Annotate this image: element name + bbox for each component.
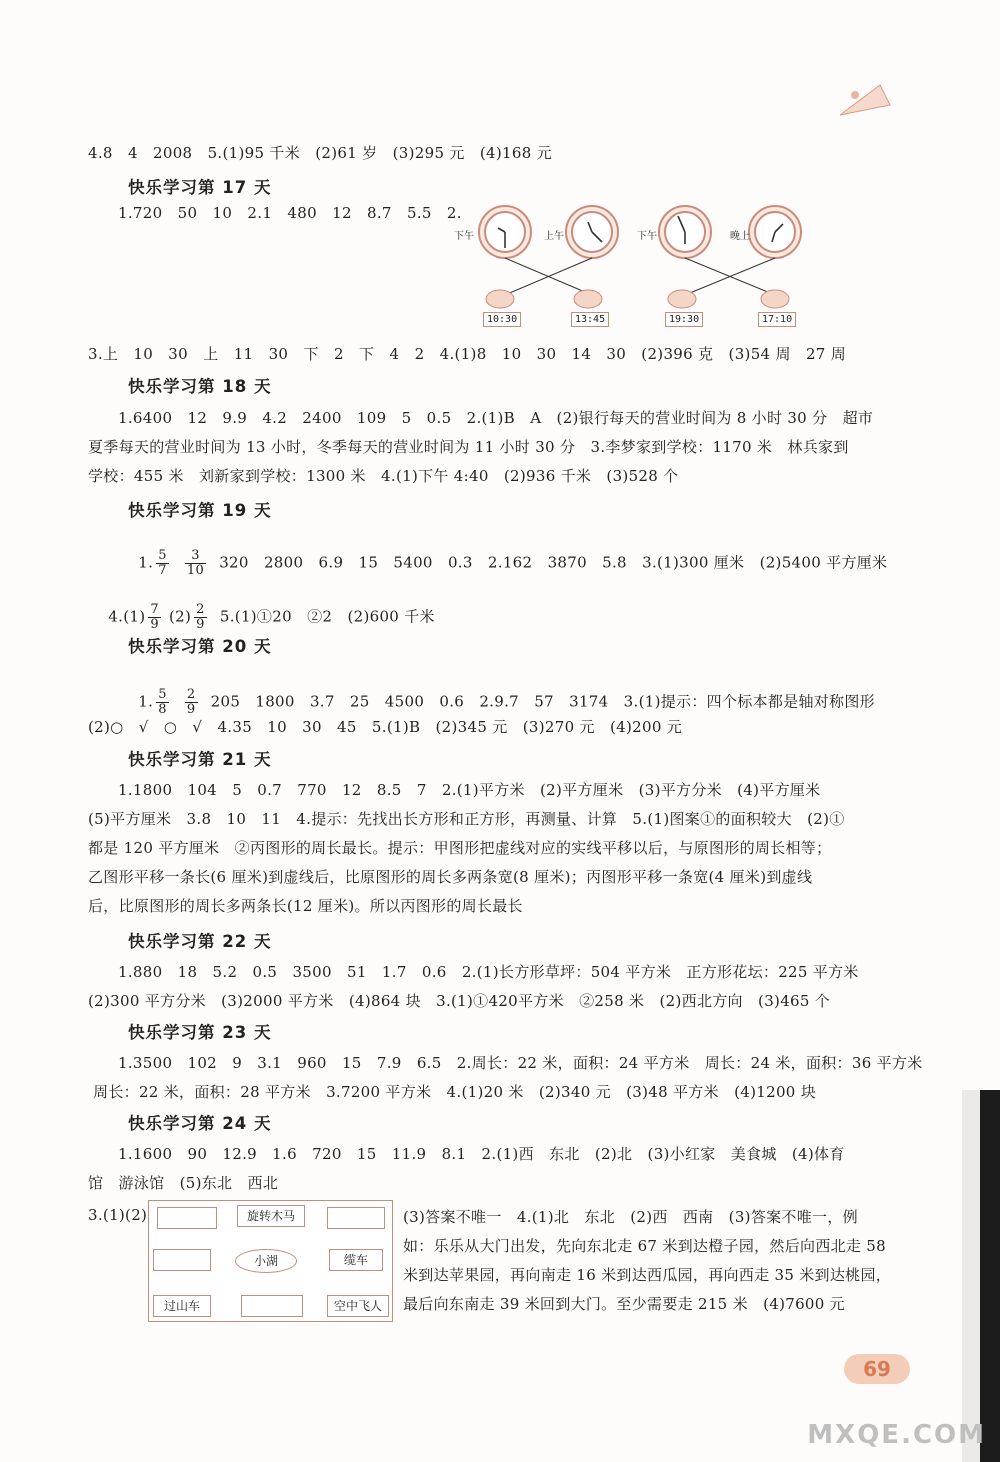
fraction-numerator: 7 bbox=[150, 602, 159, 617]
day24-right-line4: 最后向东南走 39 米回到大门。至少需要走 215 米 (4)7600 元 bbox=[403, 1295, 845, 1313]
day19-line2-c: 5.(1)①20 ②2 (2)600 千米 bbox=[219, 607, 435, 626]
fraction-denominator: 9 bbox=[150, 617, 159, 632]
fraction-denominator: 7 bbox=[158, 563, 167, 578]
day17-line1: 1.720 50 10 2.1 480 12 8.7 5.5 2. bbox=[118, 204, 462, 222]
fraction-numerator: 5 bbox=[158, 687, 167, 702]
day24-q3-prefix: 3.(1)(2) bbox=[88, 1206, 148, 1224]
section-title-day21: 快乐学习第 21 天 bbox=[128, 750, 272, 769]
day19-line2-a: 4.(1) bbox=[108, 607, 146, 626]
day24-right-line1: (3)答案不唯一 4.(1)北 东北 (2)西 西南 (3)答案不唯一，例 bbox=[403, 1208, 858, 1226]
day21-line5: 后，比原图形的周长多两条长(12 厘米)。所以丙图形的周长最长 bbox=[88, 897, 523, 915]
section-title-day17: 快乐学习第 17 天 bbox=[128, 178, 272, 197]
clock-label-1: 下午 bbox=[454, 231, 474, 242]
page-number: 69 bbox=[844, 1354, 910, 1384]
day18-line3: 学校：455 米 刘新家到学校：1300 米 4.(1)下午 4:40 (2)936 千米 (3)528 个 bbox=[88, 467, 679, 485]
day19-line1-rest: 320 2800 6.9 15 5400 0.3 2.162 3870 5.8 3.(1)300 厘米 (2)5400 平方厘米 bbox=[219, 553, 888, 572]
park-map-diagram bbox=[148, 1200, 393, 1322]
day22-line2: (2)300 平方分米 (3)2000 平方米 (4)864 块 3.(1)①420平方米 ②258 米 (2)西北方向 (3)465 个 bbox=[88, 992, 831, 1010]
fraction-3-10 bbox=[185, 549, 206, 578]
time-box-4: 17:10 bbox=[758, 312, 796, 327]
day24-line2: 馆 游泳馆 (5)东北 西北 bbox=[88, 1174, 279, 1192]
day18-line2: 夏季每天的营业时间为 13 小时，冬季每天的营业时间为 11 小时 30 分 3.李梦家到学校：1170 米 林兵家到 bbox=[88, 438, 849, 456]
fraction-denominator: 9 bbox=[196, 617, 205, 632]
day22-line1: 1.880 18 5.2 0.5 3500 51 1.7 0.6 2.(1)长方形草坪：504 平方米 正方形花坛：225 平方米 bbox=[118, 963, 859, 981]
fraction-7-9 bbox=[148, 603, 161, 632]
park-lake: 小湖 bbox=[235, 1249, 297, 1273]
day19-line2-b: (2) bbox=[169, 607, 192, 626]
time-box-2: 13:45 bbox=[571, 312, 609, 327]
day19-line1-prefix: 1. bbox=[138, 553, 154, 572]
park-empty-box-2 bbox=[327, 1207, 385, 1229]
fraction-denominator: 8 bbox=[158, 702, 167, 717]
section-title-day19: 快乐学习第 19 天 bbox=[128, 501, 272, 520]
day17-line2: 3.上 10 30 上 11 30 下 2 下 4 2 4.(1)8 10 30 14 30 (2)396 克 (3)54 周 27 周 bbox=[88, 345, 847, 363]
fraction-2-9 bbox=[194, 603, 207, 632]
fraction-5-7 bbox=[156, 549, 169, 578]
time-box-1: 10:30 bbox=[483, 312, 521, 327]
day24-right-line3: 米到达苹果园，再向南走 16 米到达西瓜园，再向西走 35 米到达桃园， bbox=[403, 1266, 892, 1284]
day21-line4: 乙图形平移一条长(6 厘米)到虚线后，比原图形的周长多两条宽(8 厘米)；丙图形平移一条宽(4 厘米)到虚线 bbox=[88, 868, 813, 886]
day21-line2: (5)平方厘米 3.8 10 11 4.提示：先找出长方形和正方形，再测量、计算 5.(1)图案①的面积较大 (2)① bbox=[88, 810, 845, 828]
day18-line1: 1.6400 12 9.9 4.2 2400 109 5 0.5 2.(1)B A (2)银行每天的营业时间为 8 小时 30 分 超市 bbox=[118, 409, 874, 427]
clock-label-3: 下午 bbox=[637, 231, 657, 242]
day23-line1: 1.3500 102 9 3.1 960 15 7.9 6.5 2.周长：22 米，面积：24 平方米 周长：24 米，面积：36 平方米 bbox=[118, 1054, 923, 1072]
section-title-day18: 快乐学习第 18 天 bbox=[128, 377, 272, 396]
section-title-day23: 快乐学习第 23 天 bbox=[128, 1023, 272, 1042]
day24-line1: 1.1600 90 12.9 1.6 720 15 11.9 8.1 2.(1)西 东北 (2)北 (3)小红家 美食城 (4)体育 bbox=[118, 1145, 845, 1163]
day20-line1-rest: 205 1800 3.7 25 4500 0.6 2.9.7 57 3174 3.(1)提示：四个标本都是轴对称图形 bbox=[210, 692, 875, 711]
fraction-numerator: 2 bbox=[196, 602, 205, 617]
fraction-5-8 bbox=[156, 688, 169, 717]
day21-line1: 1.1800 104 5 0.7 770 12 8.5 7 2.(1)平方米 (2)平方厘米 (3)平方分米 (4)平方厘米 bbox=[118, 781, 821, 799]
park-carousel: 旋转木马 bbox=[237, 1205, 305, 1227]
top-answer-line: 4.8 4 2008 5.(1)95 千米 (2)61 岁 (3)295 元 (4)168 元 bbox=[88, 144, 552, 162]
park-cable-car: 缆车 bbox=[329, 1249, 383, 1271]
clock-label-4: 晚上 bbox=[730, 231, 750, 242]
fraction-denominator: 9 bbox=[186, 702, 196, 717]
day24-right-line2: 如：乐乐从大门出发，先向东北走 67 米到达橙子园，然后向西北走 58 bbox=[403, 1237, 886, 1255]
fraction-numerator: 2 bbox=[186, 687, 196, 702]
day20-line2: (2)○ √ ○ √ 4.35 10 30 45 5.(1)B (2)345 元 (3)270 元 (4)200 元 bbox=[88, 718, 683, 736]
park-flying-ride: 空中飞人 bbox=[327, 1295, 389, 1317]
section-title-day20: 快乐学习第 20 天 bbox=[128, 637, 272, 656]
fraction-numerator: 5 bbox=[158, 548, 167, 563]
park-roller-coaster: 过山车 bbox=[153, 1295, 211, 1317]
fraction-numerator: 3 bbox=[185, 549, 206, 564]
section-title-day24: 快乐学习第 24 天 bbox=[128, 1114, 272, 1133]
park-empty-box-1 bbox=[157, 1207, 217, 1229]
fraction-2-9 bbox=[185, 688, 198, 717]
clock-label-2: 上午 bbox=[544, 231, 564, 242]
page-edge-bar bbox=[980, 1090, 1000, 1462]
watermark-text: MXQE.COM bbox=[807, 1420, 986, 1450]
park-empty-box-3 bbox=[153, 1249, 211, 1271]
fraction-denominator: 10 bbox=[186, 563, 205, 578]
day23-line2: 周长：22 米，面积：28 平方米 3.7200 平方米 4.(1)20 米 (2)340 元 (3)48 平方米 (4)1200 块 bbox=[88, 1083, 817, 1101]
corner-decoration-icon bbox=[835, 75, 895, 125]
day20-line1-prefix: 1. bbox=[138, 692, 154, 711]
time-box-3: 19:30 bbox=[665, 312, 703, 327]
park-empty-box-4 bbox=[241, 1295, 303, 1317]
day21-line3: 都是 120 平方厘米 ②丙图形的周长最长。提示：甲图形把虚线对应的实线平移以后，与原图形的周长相等； bbox=[88, 839, 832, 857]
section-title-day22: 快乐学习第 22 天 bbox=[128, 932, 272, 951]
